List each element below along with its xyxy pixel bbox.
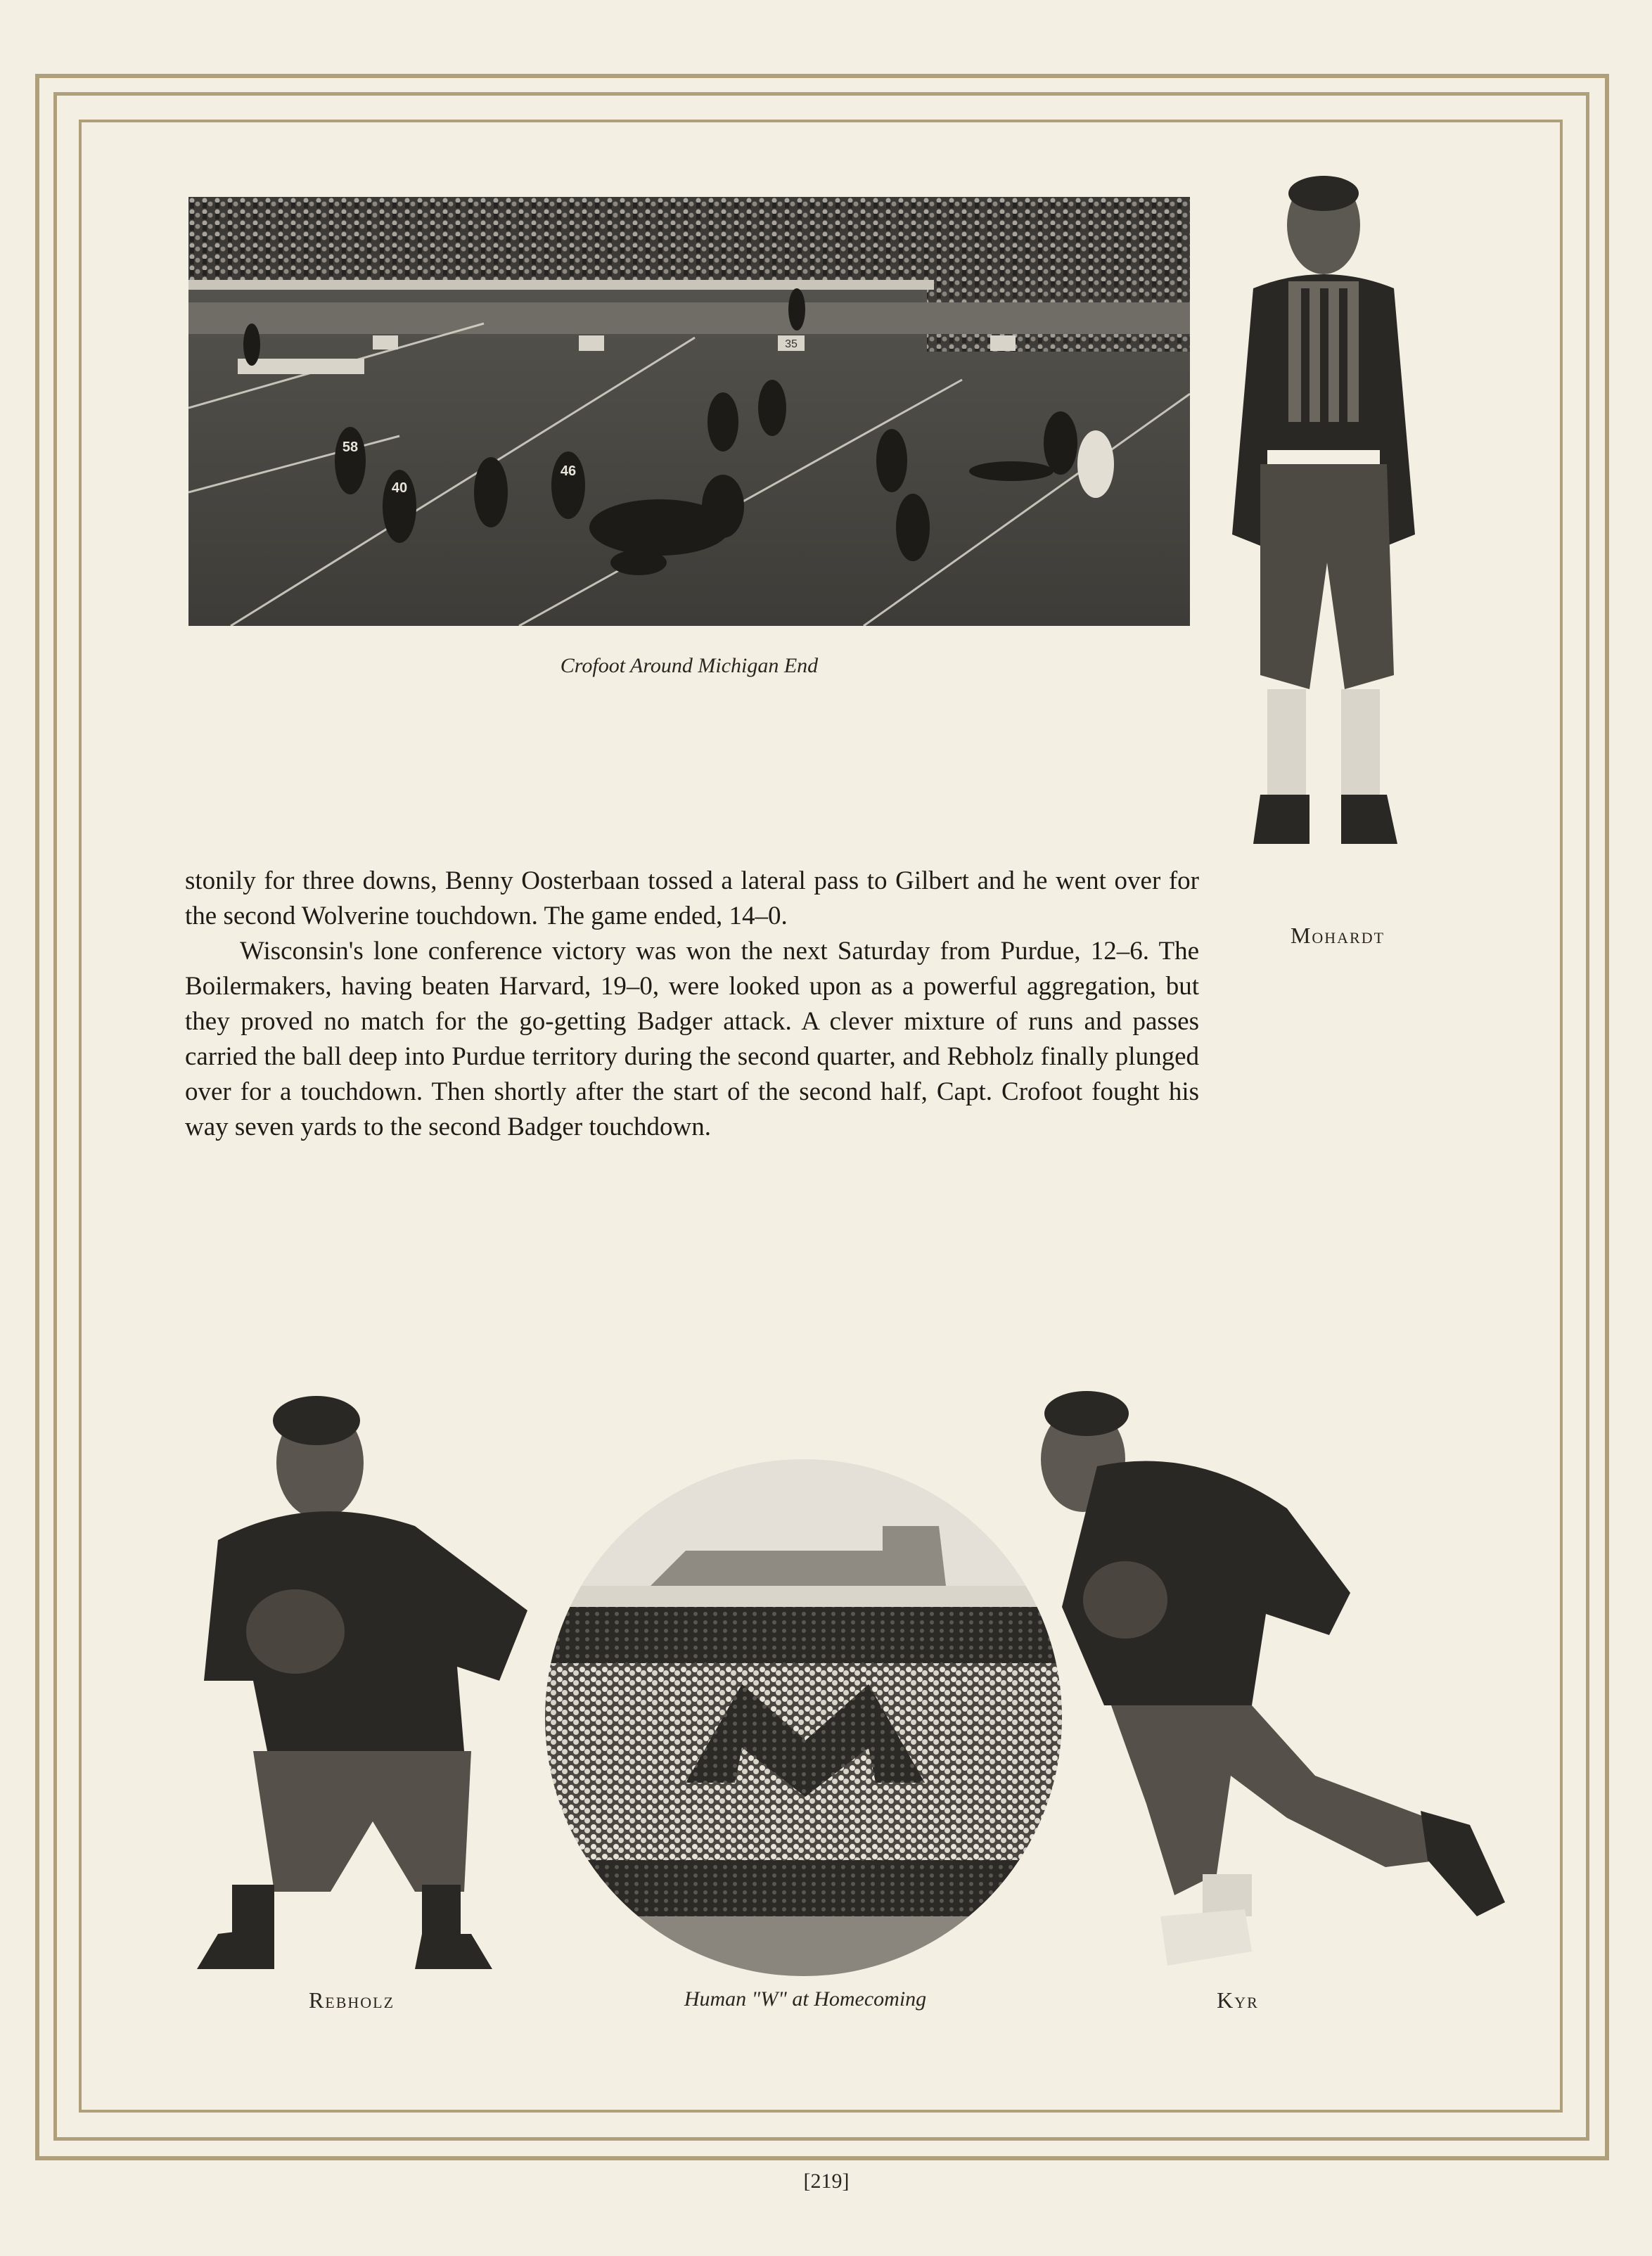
article-text bbox=[185, 864, 1199, 1145]
game-photo bbox=[188, 197, 1190, 626]
paragraph-1: stonily for three downs, Benny Oosterbaan tossed a lateral pass to Gilbert and he went over for the second Wolverine touchdown. The game ended, 14–0. bbox=[185, 866, 1199, 930]
page-number: [219] bbox=[803, 2170, 850, 2193]
jersey-number-46: 46 bbox=[560, 463, 577, 479]
rebholz-photo bbox=[190, 1385, 542, 1969]
mohardt-caption: Mohardt bbox=[1290, 923, 1385, 948]
game-photo-caption: Crofoot Around Michigan End bbox=[560, 654, 819, 677]
rebholz-caption: Rebholz bbox=[308, 1987, 395, 2013]
paragraph-2: Wisconsin's lone conference victory was won the next Saturday from Purdue, 12–6. The Boilermakers, having beaten Harvard, 19–0, were looked upon as a powerful aggregation, but they proved no match for the go-getting Badger attack. A clever mixture of runs and passes carried the ball deep into Purdue territory during the second quarter, and Rebholz finally plunged over for a touchdown. Then shortly after the start of the second half, Capt. Crofoot fought his way seven yards to the second Badger touchdown. bbox=[185, 937, 1199, 1141]
homecoming-caption: Human "W" at Homecoming bbox=[684, 1987, 927, 2011]
homecoming-photo bbox=[545, 1459, 1062, 1976]
yard-marker-35: 35 bbox=[785, 338, 798, 350]
mohardt-photo bbox=[1204, 169, 1443, 907]
kyr-photo bbox=[1020, 1382, 1512, 1980]
kyr-caption: Kyr bbox=[1217, 1987, 1259, 2013]
jersey-number-58: 58 bbox=[342, 440, 359, 455]
jersey-number-40: 40 bbox=[391, 480, 408, 496]
